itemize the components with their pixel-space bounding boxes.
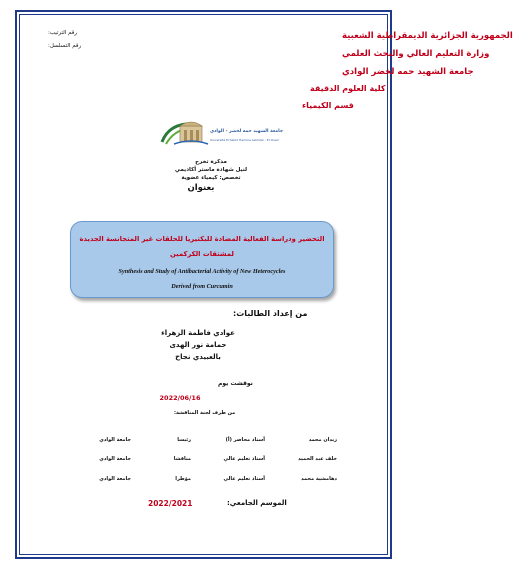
- thesis-title-box: [70, 221, 334, 298]
- university-name: جامعة الشهيد حمه لخضر الوادي: [342, 67, 474, 77]
- jury-member-name: دهامشية محمد: [301, 476, 337, 482]
- jury-member-institution: جامعة الوادي: [99, 476, 131, 482]
- jury-member-name: خلف عبد الحميد: [298, 456, 337, 462]
- title-arabic-line1: التحضير ودراسة الفعالية المضادة للبكتيريا للحلقات غير المتجانسة الجديدة: [79, 235, 325, 243]
- logo-caption-arabic: جامعة الشهيد حمه لخضر - الوادي: [210, 129, 284, 134]
- department-name: قسم الكيمياء: [302, 101, 354, 110]
- thesis-type: مذكرة تخرج: [195, 159, 227, 165]
- republic-name: الجمهورية الجزائرية الديمقراطية الشعبية: [342, 31, 513, 41]
- students-label: من إعداد الطالبات:: [233, 309, 308, 318]
- defense-label: نوقشت يوم: [218, 380, 253, 387]
- jury-member-role: مؤطرا: [175, 476, 191, 482]
- jury-member-role: مناقشا: [173, 456, 191, 462]
- jury-member-rank: أستاذ محاضر (أ): [225, 437, 265, 443]
- serial-number-label: رقم التسلسل:: [48, 43, 82, 49]
- jury-member-rank: أستاذ تعليم عالي: [223, 476, 265, 482]
- faculty-name: كلية العلوم الدقيقة: [310, 84, 386, 93]
- jury-member-institution: جامعة الوادي: [99, 456, 131, 462]
- title-english-line2: Derived from Curcumin: [171, 283, 233, 290]
- jury-member-role: رئيسا: [177, 437, 191, 443]
- season-label: الموسم الجامعي:: [227, 499, 287, 507]
- title-english-line1: Synthesis and Study of Antibacterial Activity of New Heterocycles: [118, 268, 286, 275]
- jury-label: من طرف لجنة المناقشة:: [174, 410, 236, 416]
- university-logo-icon: [156, 116, 284, 152]
- student-name: حمامة نور الهدى: [169, 341, 227, 349]
- thesis-specialty: تخصص: كيمياء عضوية: [181, 175, 241, 181]
- ministry-name: وزارة التعليم العالي والبحث العلمي: [342, 49, 490, 59]
- student-name: بالعبيدي نجاح: [175, 353, 221, 361]
- jury-member-name: زيدان محمد: [308, 437, 337, 443]
- student-name: عوادي فاطمة الزهراء: [161, 329, 235, 337]
- logo-caption-french: Université Echahid Hamma Lakhdar - El Oued: [210, 138, 279, 142]
- jury-member-institution: جامعة الوادي: [99, 437, 131, 443]
- title-arabic-line2: لمشتقات الكركمين: [170, 250, 234, 258]
- defense-date: 2022/06/16: [159, 394, 201, 402]
- rank-number-label: رقم الترتيب:: [48, 30, 78, 36]
- thesis-title-label: بعنوان: [187, 183, 215, 193]
- season-year: 2022/2021: [148, 499, 193, 508]
- thesis-degree: لنيل شهادة ماستر أكاديمي: [174, 167, 248, 173]
- jury-member-rank: أستاذ تعليم عالي: [223, 456, 265, 462]
